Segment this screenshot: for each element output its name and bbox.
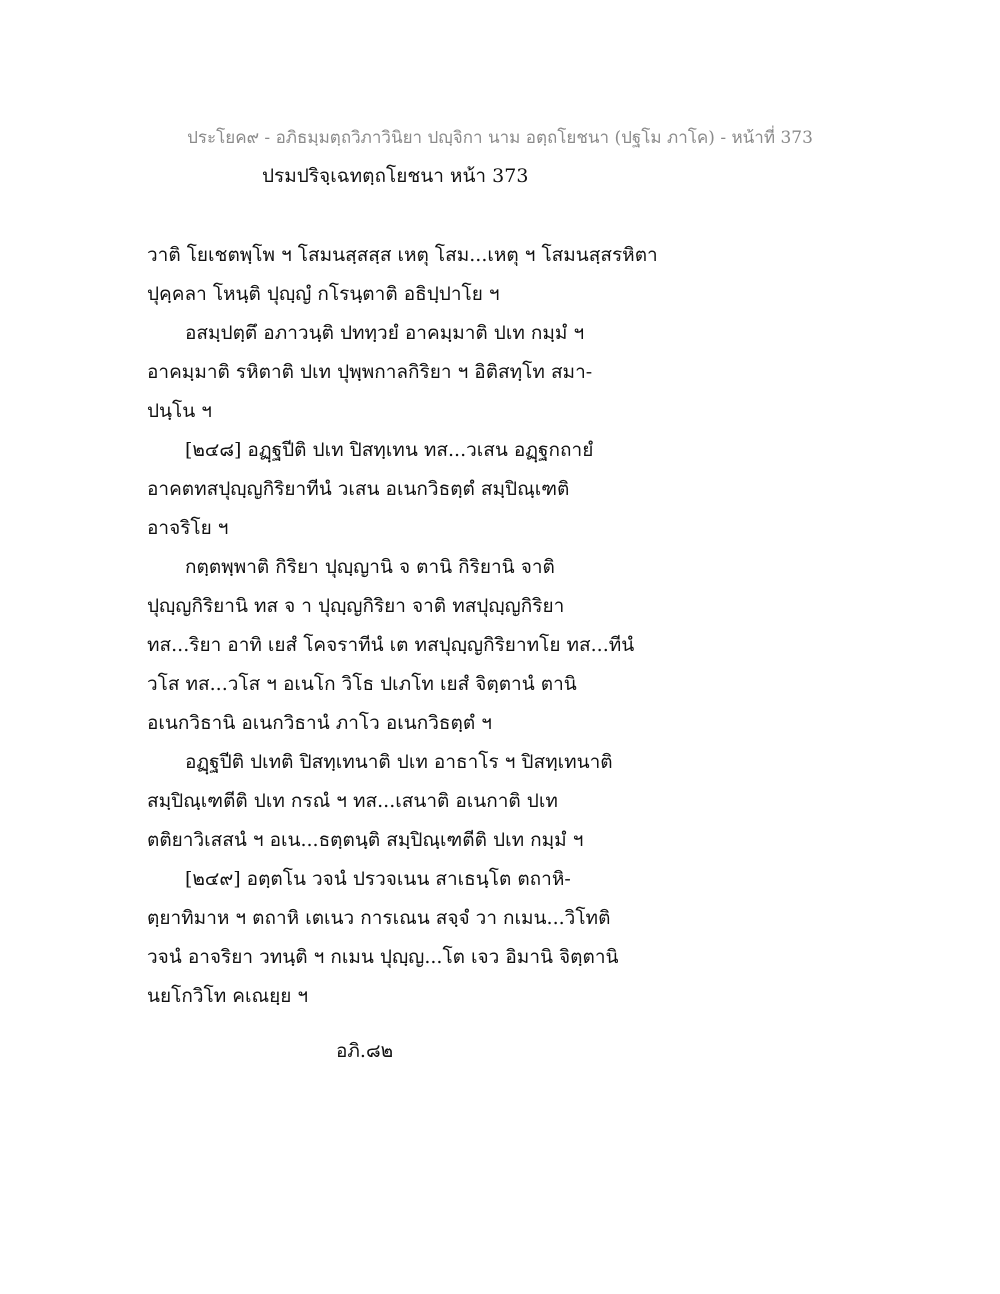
page-heading: ปรมปริจฺเฉทตฺถโยชนา หน้า 373 — [262, 165, 529, 187]
text-line: อเนกวิธานิ อเนกวิธานํ ภาโว อเนกวิธตฺตํ ฯ — [147, 712, 492, 734]
text-line: กตฺตพฺพาติ กิริยา ปุญฺญานิ จ ตานิ กิริยานิ จาติ — [185, 556, 555, 578]
text-line: วาติ โยเชตพฺโพ ฯ โสมนสฺสสฺส เหตุ โสม...เหตุ ฯ โสมนสฺสรหิตา — [147, 244, 658, 266]
text-line: [๒๔๘] อฏฺฐปีติ ปเท ปิสทฺเทน ทส...วเสน อฏฺฐกถายํ — [185, 439, 594, 461]
text-line: อฏฺฐปีติ ปเทติ ปิสทฺเทนาติ ปเท อาธาโร ฯ ปิสทฺเทนาติ — [185, 751, 613, 773]
text-line: [๒๔๙] อตฺตโน วจนํ ปรวจเนน สาเธนฺโต ตถาหิ- — [185, 868, 571, 890]
body-text — [147, 236, 847, 1016]
text-line: นยโกวิโท คเณยฺย ฯ — [147, 985, 309, 1007]
text-line: ปุคฺคลา โหนฺติ ปุญฺญํ กโรนฺตาติ อธิปฺปาโย ฯ — [147, 283, 500, 305]
text-line: ทส...ริยา อาทิ เยสํ โคจราทีนํ เต ทสปุญฺญกิริยาทโย ทส...ทีนํ — [147, 634, 635, 656]
text-line: อาคตทสปุญฺญกิริยาทีนํ วเสน อเนกวิธตฺตํ สมฺปิณฺเฑติ — [147, 478, 570, 500]
text-line: อาจริโย ฯ — [147, 517, 229, 539]
text-line: วโส ทส...วโส ฯ อเนโก วิโธ ปเภโท เยสํ จิตฺตานํ ตานิ — [147, 673, 577, 695]
text-line: ปุญฺญกิริยานิ ทส จ า ปุญฺญกิริยา จาติ ทสปุญฺญกิริยา — [147, 595, 565, 617]
text-line: อสมฺปตฺตึ อภาวนฺติ ปททฺวยํ อาคมฺมาติ ปเท กมฺมํ ฯ — [185, 322, 585, 344]
text-line: อาคมฺมาติ รหิตาติ ปเท ปุพฺพกาลกิริยา ฯ อิติสทฺโท สมา- — [147, 361, 593, 383]
text-line: สมฺปิณฺเฑตีติ ปเท กรณํ ฯ ทส...เสนาติ อเนกาติ ปเท — [147, 790, 558, 812]
text-line: ปนฺโน ฯ — [147, 400, 212, 422]
text-line: ตติยาวิเสสนํ ฯ อเน...ธตฺตนฺติ สมฺปิณฺเฑตีติ ปเท กมฺมํ ฯ — [147, 829, 584, 851]
page-footer: อภิ.๘๒ — [336, 1040, 394, 1062]
text-line: ตฺยาทิมาห ฯ ตถาหิ เตเนว การเณน สจฺจํ วา กเมน...วิโทติ — [147, 907, 611, 929]
running-header: ประโยค๙ - อภิธมฺมตฺถวิภาวินิยา ปญฺจิกา นาม อตฺถโยชนา (ปฐโม ภาโค) - หน้าที่ 373 — [187, 128, 813, 148]
text-line: วจนํ อาจริยา วทนฺติ ฯ กเมน ปุญฺญ...โต เจว อิมานิ จิตฺตานิ — [147, 946, 619, 968]
